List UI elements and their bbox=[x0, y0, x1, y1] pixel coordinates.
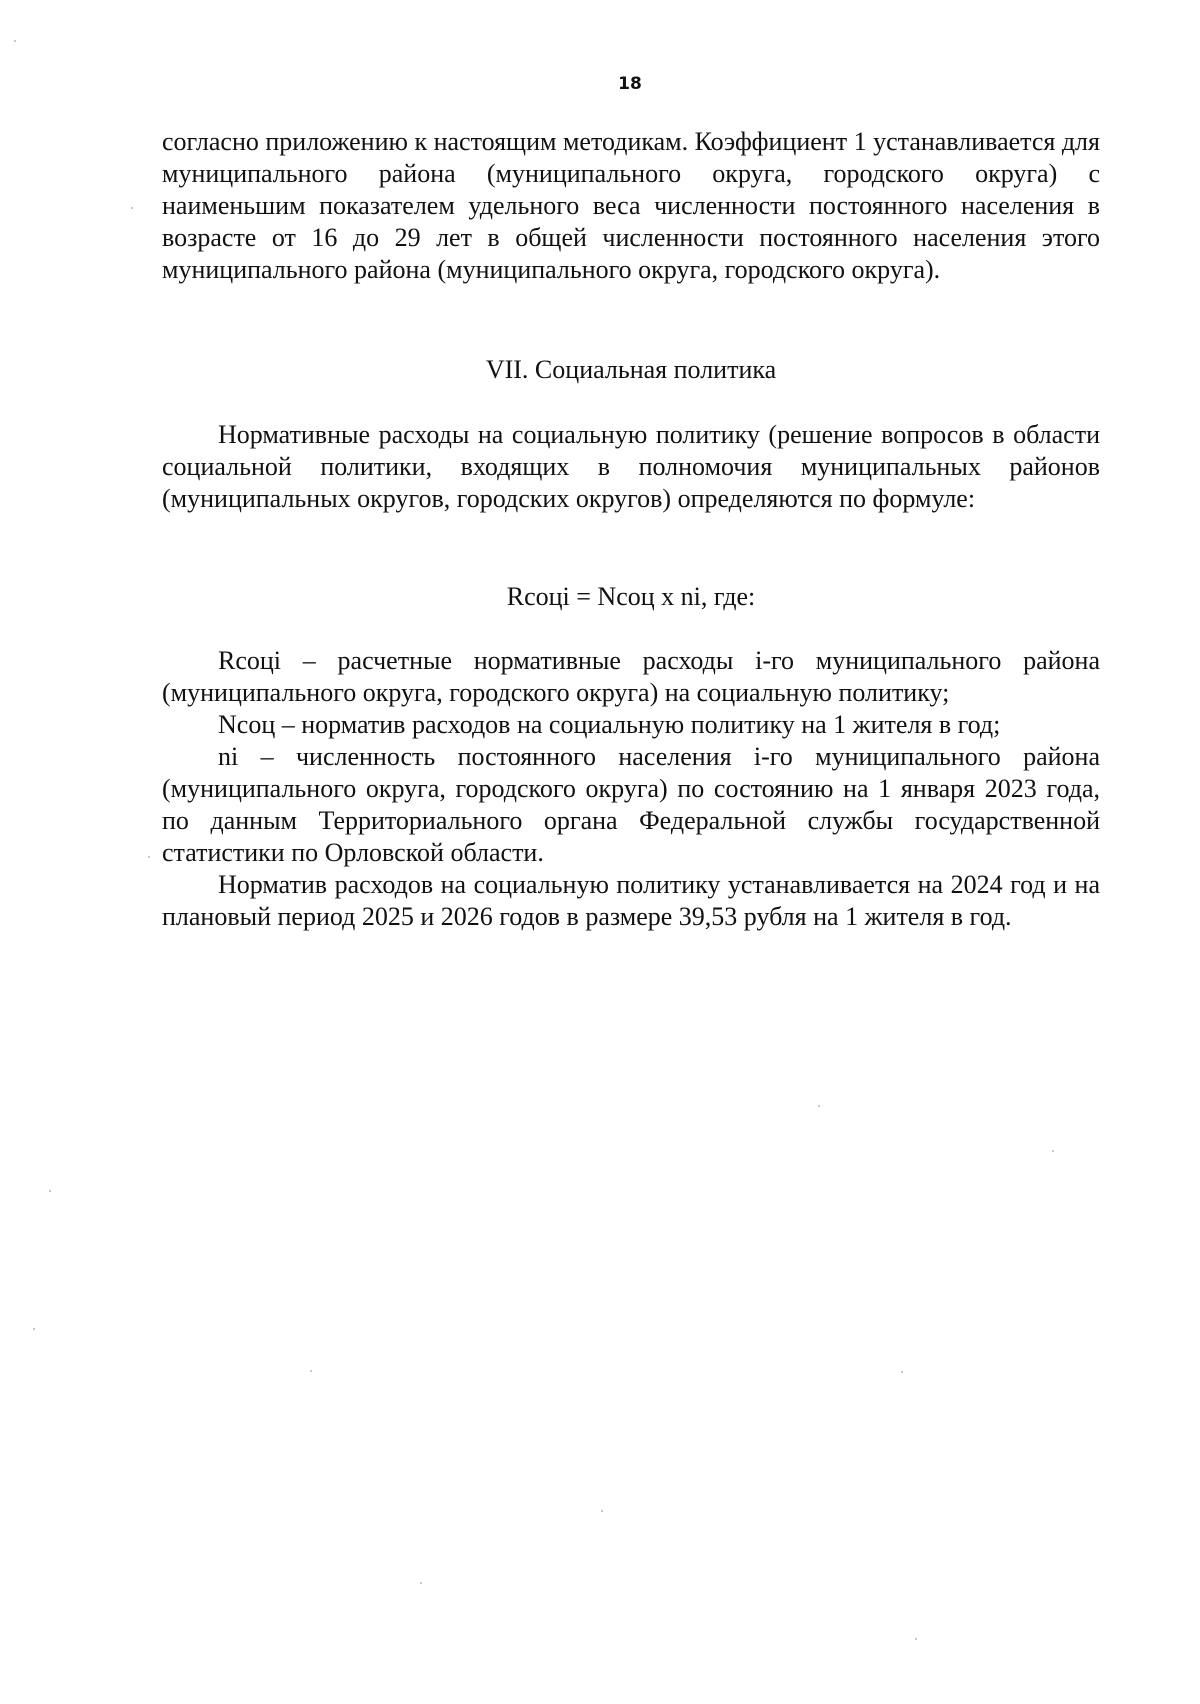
scan-speck bbox=[818, 1105, 820, 1107]
scan-speck bbox=[601, 1510, 603, 1512]
definition-rsoc: Rсоцi – расчетные нормативные расходы i-го муниципального района (муниципального округа, городского округа) на социальную политику; bbox=[162, 646, 1100, 707]
scan-speck bbox=[915, 1638, 917, 1640]
body-section-1 bbox=[162, 126, 1100, 286]
page-number: 18 bbox=[618, 74, 642, 94]
definition-ni: ni – численность постоянного населения i-го муниципального района (муниципального округа, городского округа) по состоянию на 1 января 2023 года, по данным Территориального органа Федеральной службы государственной статистики по Орловской области. bbox=[162, 742, 1100, 867]
definition-nsoc: Nсоц – норматив расходов на социальную политику на 1 жителя в год; bbox=[218, 710, 1001, 739]
scan-speck bbox=[901, 1371, 903, 1373]
section-heading: VII. Социальная политика bbox=[485, 355, 777, 384]
body-section-2 bbox=[162, 419, 1100, 515]
body-section-3 bbox=[162, 645, 1100, 933]
paragraph-normative-amount: Норматив расходов на социальную политику устанавливается на 2024 год и на плановый период 2025 и 2026 годов в размере 39,53 рубля на 1 жителя в год. bbox=[162, 870, 1100, 931]
formula: Rсоцi = Nсоц x ni, где: bbox=[506, 582, 756, 611]
paragraph-normative-expenses: Нормативные расходы на социальную политику (решение вопросов в области социальной политики, входящих в полномочия муниципальных районов (муниципальных округов, городских округов) определяются по формуле: bbox=[162, 420, 1100, 513]
scan-speck bbox=[131, 207, 133, 209]
scan-speck bbox=[33, 1328, 35, 1330]
paragraph-coefficient: согласно приложению к настоящим методикам. Коэффициент 1 устанавливается для муниципального района (муниципального округа, городского округа) с наименьшим показателем удельного веса численности постоянного населения в возрасте от 16 до 29 лет в общей численности постоянного населения этого муниципального района (муниципального округа, городского округа). bbox=[162, 127, 1100, 284]
scan-speck bbox=[49, 1190, 51, 1192]
scan-speck bbox=[1052, 1150, 1054, 1152]
scan-speck bbox=[148, 856, 150, 858]
scan-speck bbox=[310, 1370, 312, 1372]
scan-speck bbox=[420, 1582, 422, 1584]
scan-speck bbox=[14, 40, 16, 42]
